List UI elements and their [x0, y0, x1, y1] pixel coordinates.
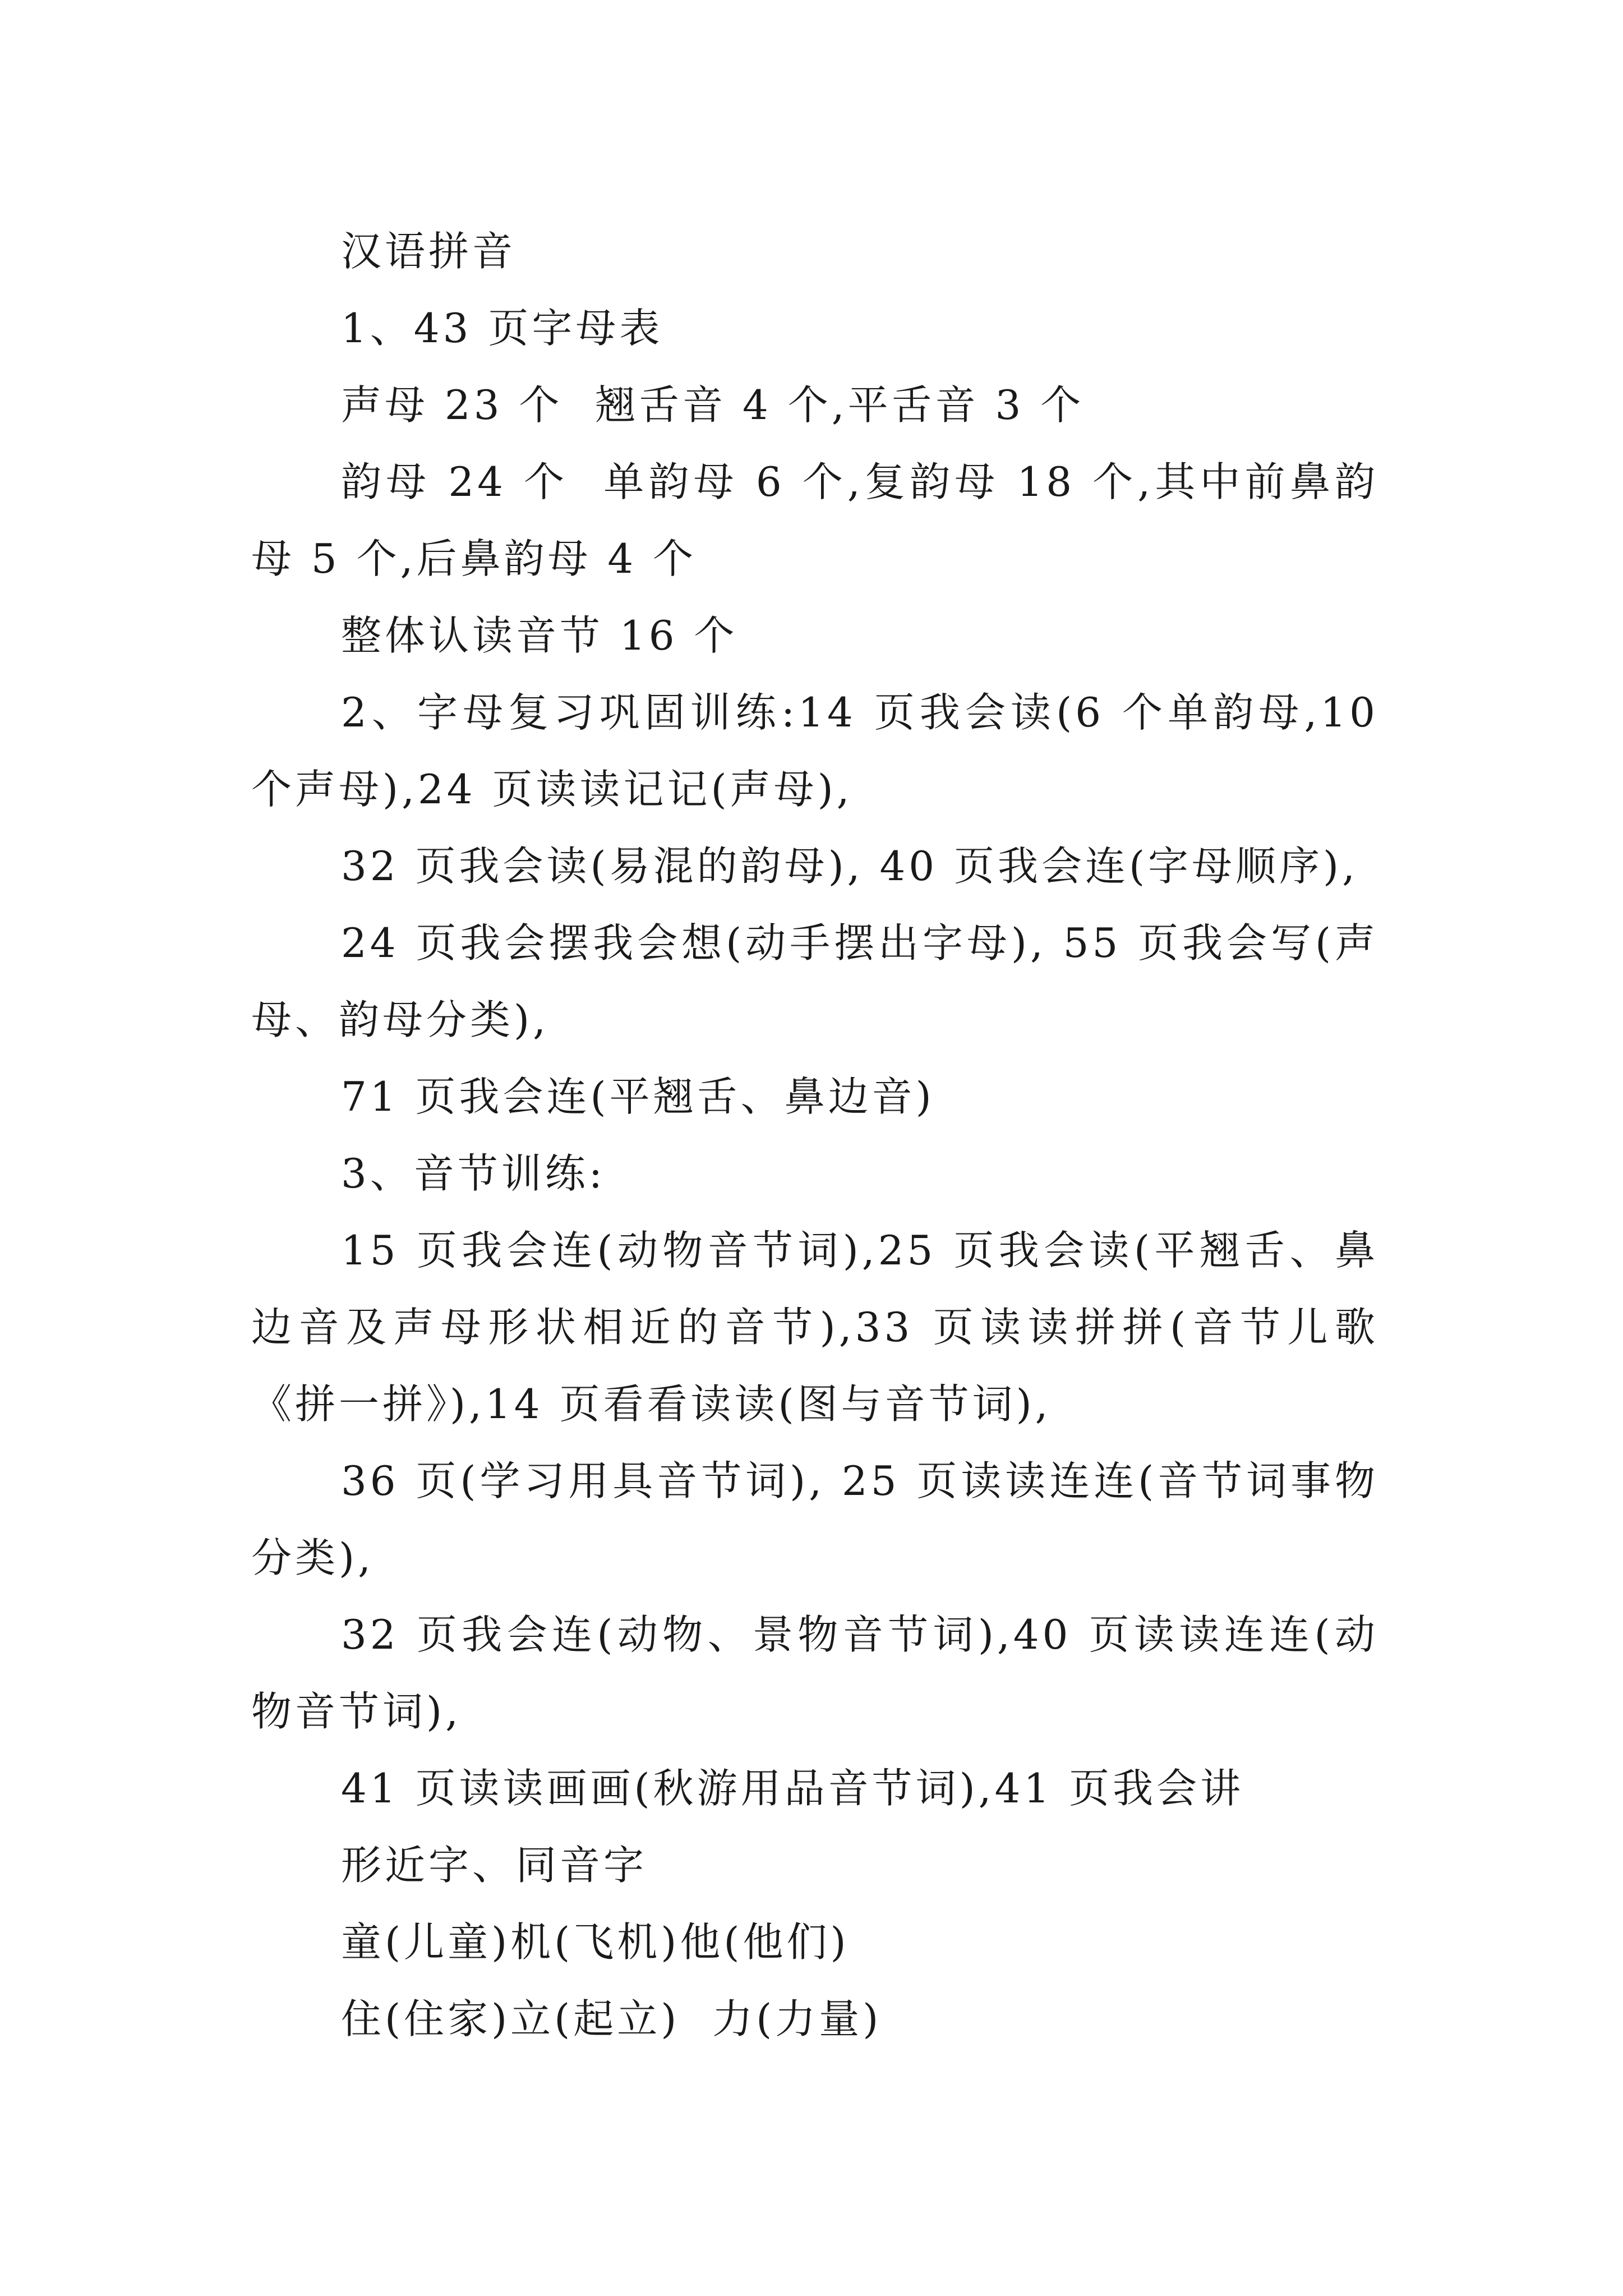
paragraph: 36 页(学习用具音节词), 25 页读读连连(音节词事物分类), [251, 1457, 1378, 1581]
paragraph: 71 页我会连(平翘舌、鼻边音) [341, 1073, 935, 1120]
paragraph: 住(住家)立(起立) 力(力量) [341, 1995, 882, 2042]
paragraph: 41 页读读画画(秋游用品音节词),41 页我会讲 [341, 1765, 1244, 1812]
paragraph: 32 页我会连(动物、景物音节词),40 页读读连连(动物音节词), [251, 1611, 1378, 1735]
paragraph: 1、43 页字母表 [341, 305, 663, 352]
paragraph: 声母 23 个 翘舌音 4 个,平舌音 3 个 [341, 381, 1085, 429]
paragraph: 24 页我会摆我会想(动手摆出字母), 55 页我会写(声母、韵母分类), [251, 919, 1378, 1043]
paragraph: 形近字、同音字 [341, 1842, 648, 1889]
paragraph: 韵母 24 个 单韵母 6 个,复韵母 18 个,其中前鼻韵母 5 个,后鼻韵母 4 个 [251, 458, 1378, 582]
paragraph: 童(儿童)机(飞机)他(他们) [341, 1918, 850, 1966]
paragraph: 32 页我会读(易混的韵母), 40 页我会连(字母顺序), [341, 843, 1359, 890]
paragraph: 整体认读音节 16 个 [341, 612, 738, 659]
paragraph: 15 页我会连(动物音节词),25 页我会读(平翘舌、鼻边音及声母形状相近的音节),33 页读读拼拼(音节儿歌《拼一拼》),14 页看看读读(图与音节词), [251, 1227, 1378, 1428]
document-body [251, 213, 1395, 2058]
paragraph: 2、字母复习巩固训练:14 页我会读(6 个单韵母,10 个声母),24 页读读记记(声母), [251, 689, 1395, 813]
paragraph: 3、音节训练: [341, 1150, 606, 1197]
section-title: 汉语拼音 [341, 228, 517, 275]
